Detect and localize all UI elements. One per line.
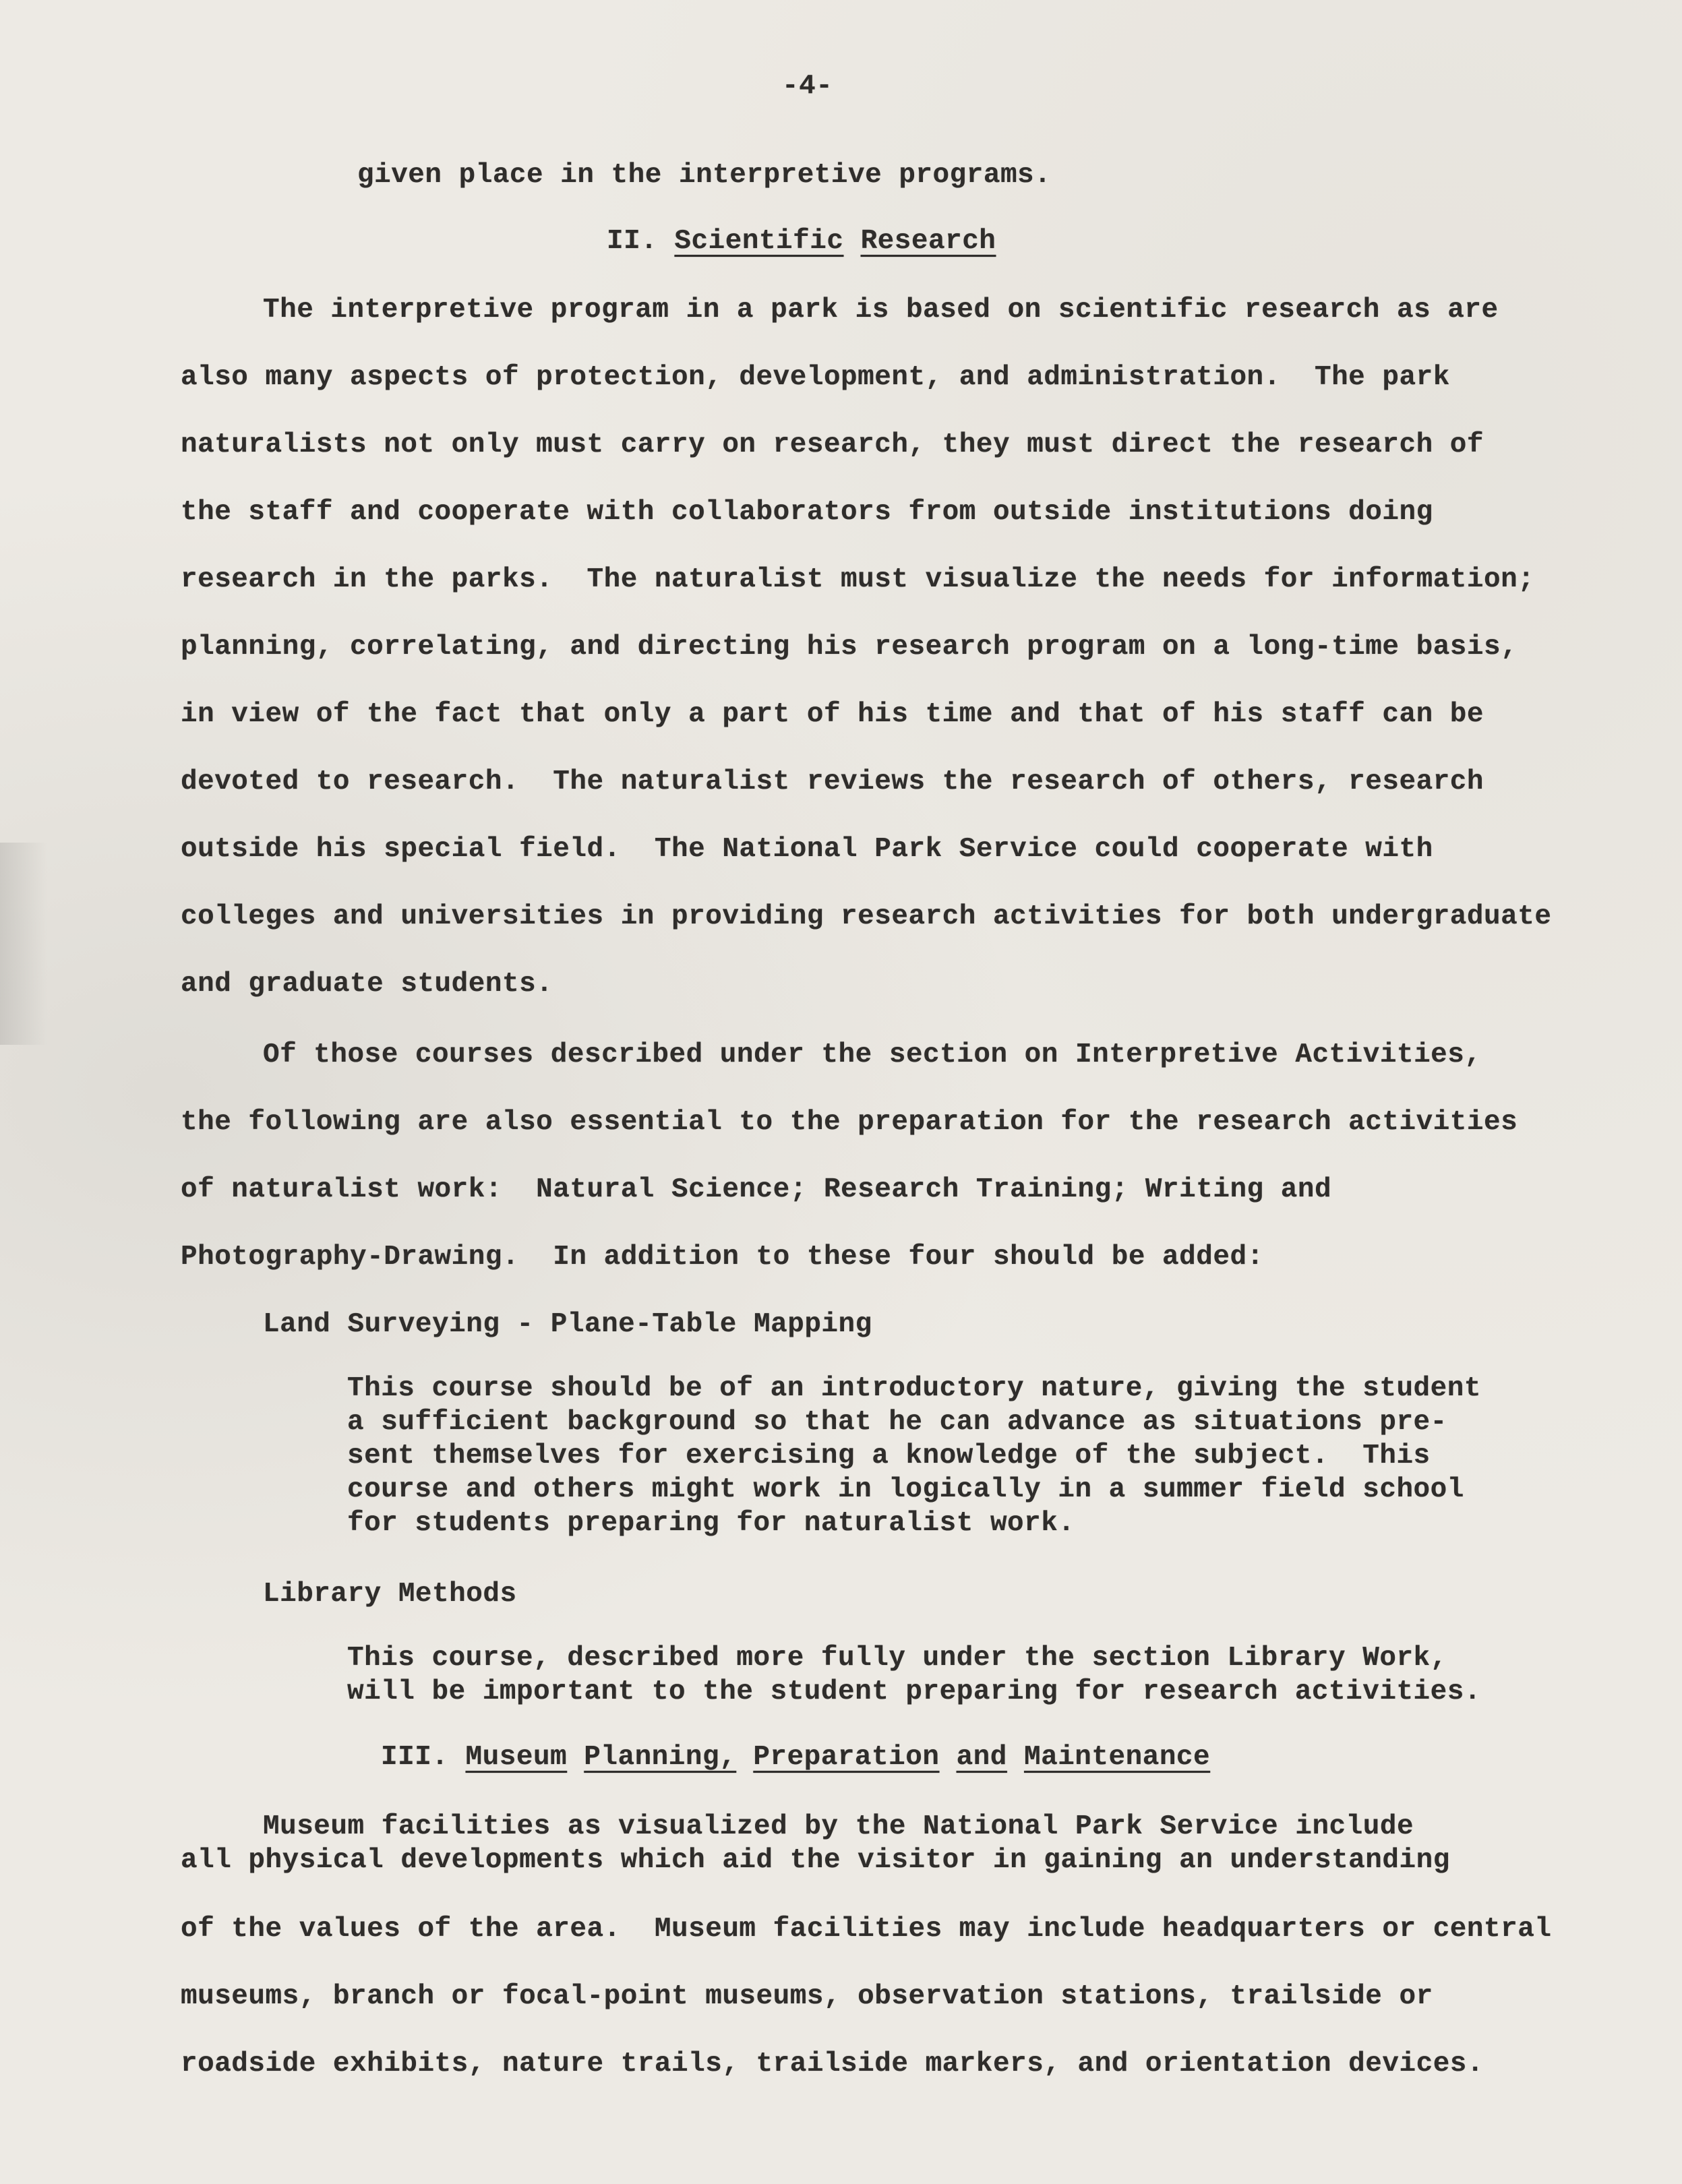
section-3-title-word-3: Preparation [753, 1742, 940, 1773]
course-desc-line: a sufficient background so that he can advance as situations pre- [347, 1407, 1447, 1438]
museum-para-line: roadside exhibits, nature trails, trailside markers, and orientation devices. [181, 2049, 1484, 2080]
museum-para-line: of the values of the area. Museum facilities may include headquarters or central [181, 1914, 1552, 1945]
course-title-land-surveying: Land Surveying - Plane-Table Mapping [263, 1309, 872, 1340]
course-desc-line: course and others might work in logically in a summer field school [347, 1474, 1464, 1505]
para1-line: devoted to research. The naturalist reviews the research of others, research [181, 766, 1484, 797]
section-2-title-word-2: Research [860, 226, 996, 257]
section-3-title-word-1: Museum [465, 1742, 568, 1773]
section-3-title-word-2: Planning, [584, 1742, 737, 1773]
para1-line: planning, correlating, and directing his research program on a long-time basis, [181, 632, 1518, 663]
para2-line: Photography-Drawing. In addition to these four should be added: [181, 1242, 1264, 1273]
course-desc-line: This course should be of an introductory nature, giving the student [347, 1373, 1481, 1404]
course-desc-line: will be important to the student preparing for research activities. [347, 1676, 1481, 1707]
para2-line: of naturalist work: Natural Science; Research Training; Writing and [181, 1174, 1332, 1205]
para1-line: the staff and cooperate with collaborators from outside institutions doing [181, 497, 1433, 528]
course-title-library-methods: Library Methods [263, 1579, 517, 1610]
museum-para-line: museums, branch or focal-point museums, observation stations, trailside or [181, 1981, 1433, 2012]
para1-line: outside his special field. The National Park Service could cooperate with [181, 834, 1433, 865]
para2-line: the following are also essential to the preparation for the research activities [181, 1107, 1518, 1138]
section-2-title-word-1: Scientific [674, 226, 844, 257]
course-desc-line: This course, described more fully under the section Library Work, [347, 1643, 1447, 1674]
para2-line: Of those courses described under the section on Interpretive Activities, [263, 1039, 1482, 1070]
para1-line: in view of the fact that only a part of his time and that of his staff can be [181, 699, 1484, 730]
para1-line: research in the parks. The naturalist must visualize the needs for information; [181, 564, 1535, 595]
section-2-numeral: II. [607, 226, 658, 257]
para1-line: naturalists not only must carry on research, they must direct the research of [181, 429, 1484, 460]
museum-para-line: Museum facilities as visualized by the National Park Service include [263, 1811, 1414, 1842]
museum-para-line: all physical developments which aid the visitor in gaining an understanding [181, 1845, 1450, 1876]
course-desc-line: for students preparing for naturalist work. [347, 1508, 1075, 1539]
section-2-heading [607, 228, 996, 255]
course-desc-line: sent themselves for exercising a knowledge of the subject. This [347, 1440, 1431, 1472]
section-3-title-word-5: Maintenance [1024, 1742, 1211, 1773]
section-3-numeral: III. [381, 1742, 449, 1773]
para1-line: colleges and universities in providing research activities for both undergraduate [181, 901, 1552, 932]
opening-line: given place in the interpretive programs. [357, 160, 1052, 191]
para1-line: also many aspects of protection, development, and administration. The park [181, 362, 1450, 393]
section-3-title-word-4: and [956, 1742, 1007, 1773]
para1-line: and graduate students. [181, 969, 553, 1000]
edge-shadow [0, 843, 47, 1045]
para1-line: The interpretive program in a park is based on scientific research as are [263, 295, 1499, 326]
section-3-heading [381, 1744, 1210, 1771]
page-number: -4- [782, 71, 833, 102]
